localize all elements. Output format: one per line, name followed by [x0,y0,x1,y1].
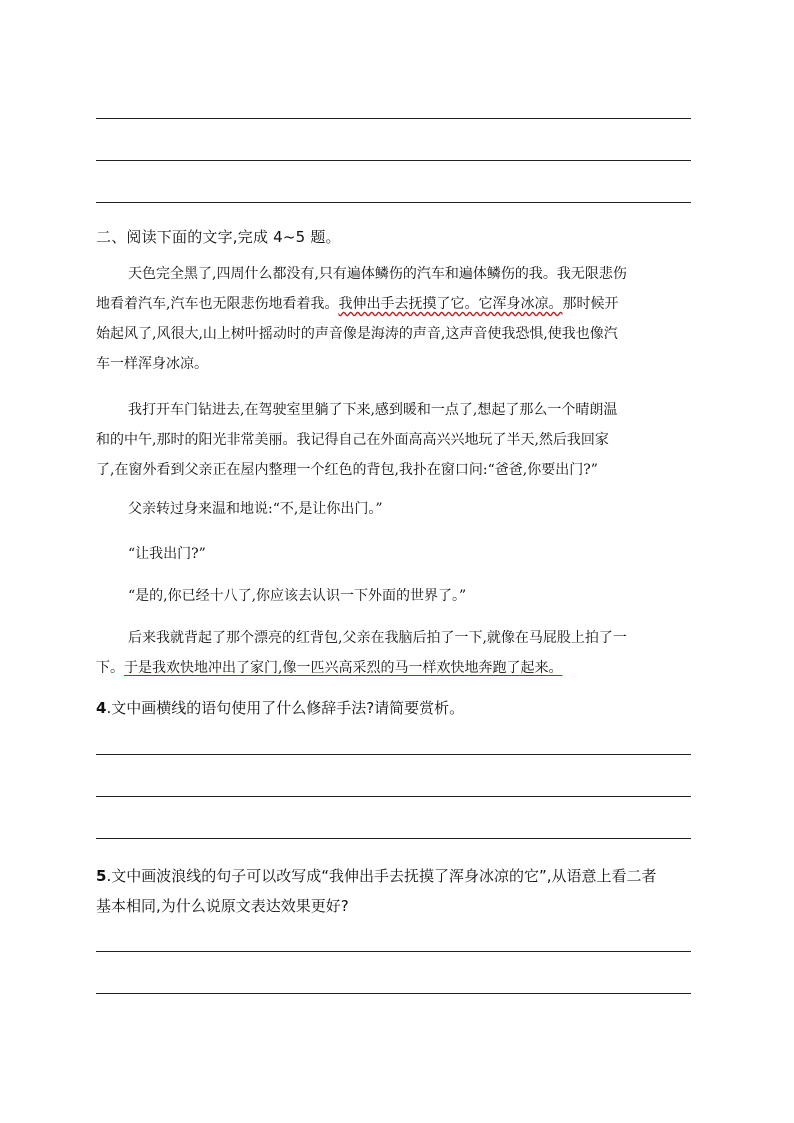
answer-line [96,951,691,952]
passage-text: 下。 [96,660,124,676]
passage-line: 我打开车门钻进去,在驾驶室里躺了下来,感到暖和一点了,想起了那么一个晴朗温 [128,402,618,418]
question-number: 5 [96,867,107,885]
question-line [96,861,696,891]
question-4 [96,693,696,723]
passage-line: 和的中午,那时的阳光非常美丽。我记得自己在外面高高兴兴地玩了半天,然后我回家 [96,432,609,448]
section-heading: 二、阅读下面的文字,完成 4~5 题。 [96,228,341,246]
passage-line [96,653,696,683]
passage-line: 了,在窗外看到父亲正在屋内整理一个红色的背包,我扑在窗口问:“爸爸,你要出门?” [96,462,598,478]
question-number: 4 [96,699,107,717]
passage-line: 始起风了,风很大,山上树叶摇动时的声音像是海涛的声音,这声音使我恐惧,使我也像汽 [96,326,618,342]
passage-text: 地看着汽车,汽车也无限悲伤地看着我。 [96,296,339,312]
straight-underlined-sentence: 于是我欢快地冲出了家门,像一匹兴高采烈的马一样欢快地奔跑了起来。 [124,660,563,676]
question-text: .文中画波浪线的句子可以改写成“我伸出手去抚摸了浑身冰凉的它”,从语意上看二者 [106,867,657,885]
answer-line [96,754,691,755]
passage-paragraph-4: “让我出门?” [128,546,206,562]
question-text: .文中画横线的语句使用了什么修辞手法?请简要赏析。 [106,699,465,717]
passage-paragraph-6 [96,623,696,683]
wavy-underlined-sentence: 我伸出手去抚摸了它。它浑身冰凉。 [338,296,563,312]
passage-line: 天色完全黑了,四周什么都没有,只有遍体鳞伤的汽车和遍体鳞伤的我。我无限悲伤 [128,266,627,282]
passage-text: 那时候开 [562,296,619,312]
answer-line [96,118,691,119]
answer-line [96,993,691,994]
answer-line [96,160,691,161]
answer-line [96,202,691,203]
passage-paragraph-1 [96,259,696,379]
passage-line: 车一样浑身冰凉。 [96,356,208,372]
passage-paragraph-3: 父亲转过身来温和地说:“不,是让你出门。” [128,501,383,517]
passage-line [96,289,696,319]
answer-line [96,838,691,839]
question-line: 基本相同,为什么说原文表达效果更好? [96,897,349,915]
question-5 [96,861,696,921]
passage-paragraph-5: “是的,你已经十八了,你应该去认识一下外面的世界了。” [128,588,467,604]
passage-paragraph-2 [96,395,696,485]
passage-line: 后来我就背起了那个漂亮的红背包,父亲在我脑后拍了一下,就像在马屁股上拍了一 [128,630,627,646]
answer-line [96,796,691,797]
